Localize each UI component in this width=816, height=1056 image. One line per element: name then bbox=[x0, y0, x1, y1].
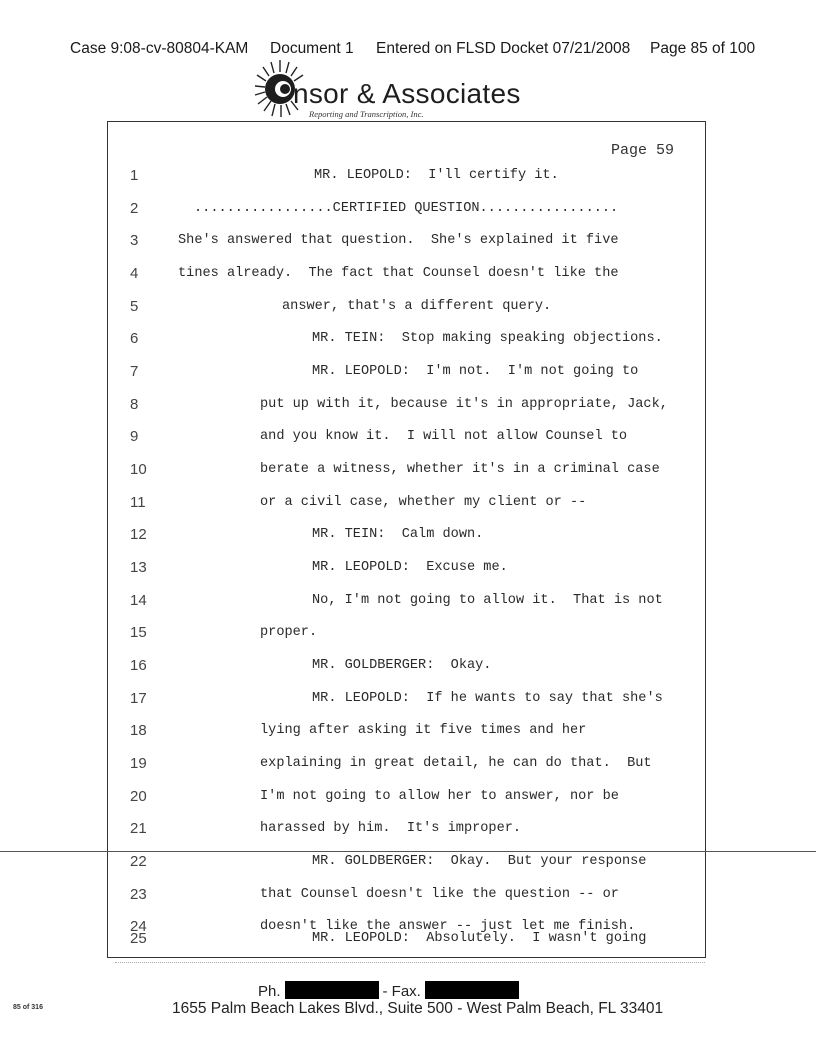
line-text: and you know it. I will not allow Counsel to bbox=[260, 429, 628, 444]
line-number: 14 bbox=[130, 592, 147, 609]
line-number: 24 bbox=[130, 918, 147, 935]
line-text: harassed by him. It's improper. bbox=[260, 821, 522, 836]
line-number: 19 bbox=[130, 755, 147, 772]
line-number: 17 bbox=[130, 690, 147, 707]
fax-label: - Fax. bbox=[382, 983, 421, 1000]
line-number: 8 bbox=[130, 396, 139, 413]
case-number: Case 9:08-cv-80804-KAM bbox=[70, 40, 249, 57]
line-text: answer, that's a different query. bbox=[282, 299, 552, 314]
line-number: 22 bbox=[130, 853, 147, 870]
line-number: 18 bbox=[130, 722, 147, 739]
footer-address: 1655 Palm Beach Lakes Blvd., Suite 500 - West Palm Beach, FL 33401 bbox=[172, 1000, 664, 1017]
line-text: MR. TEIN: Stop making speaking objections. bbox=[312, 331, 663, 346]
transcript-line bbox=[130, 755, 700, 780]
filing-page-number: Page 85 of 100 bbox=[650, 40, 756, 57]
scan-border-line bbox=[115, 962, 705, 963]
document-number: Document 1 bbox=[270, 40, 354, 57]
transcript-line bbox=[130, 200, 700, 225]
transcript-line bbox=[130, 690, 700, 715]
line-text: MR. LEOPOLD: Absolutely. I wasn't going bbox=[312, 931, 647, 946]
line-number: 9 bbox=[130, 428, 139, 445]
line-number: 11 bbox=[130, 494, 146, 511]
line-number: 7 bbox=[130, 363, 139, 380]
transcript-line bbox=[130, 494, 700, 519]
transcript-line bbox=[130, 929, 700, 954]
line-text: .................CERTIFIED QUESTION................. bbox=[194, 201, 619, 216]
line-number: 5 bbox=[130, 298, 139, 315]
line-text: MR. GOLDBERGER: Okay. But your response bbox=[312, 854, 647, 869]
transcript-line bbox=[130, 363, 700, 388]
transcript-line bbox=[130, 167, 700, 192]
line-text: MR. LEOPOLD: Excuse me. bbox=[312, 560, 508, 575]
phone-label: Ph. bbox=[258, 983, 281, 1000]
reporter-logo bbox=[253, 58, 553, 122]
line-text: or a civil case, whether my client or -- bbox=[260, 495, 587, 510]
line-number: 21 bbox=[130, 820, 147, 837]
line-number: 3 bbox=[130, 232, 139, 249]
transcript-line bbox=[130, 461, 700, 486]
redacted-fax bbox=[425, 981, 519, 999]
transcript-line bbox=[130, 298, 700, 323]
line-number: 2 bbox=[130, 200, 139, 217]
line-text: put up with it, because it's in appropriate, Jack, bbox=[260, 397, 668, 412]
transcript-line bbox=[130, 428, 700, 453]
line-number: 15 bbox=[130, 624, 147, 641]
transcript-line bbox=[130, 330, 700, 355]
line-number: 13 bbox=[130, 559, 147, 576]
line-text: berate a witness, whether it's in a criminal case bbox=[260, 462, 660, 477]
line-number: 16 bbox=[130, 657, 147, 674]
transcript-line bbox=[130, 788, 700, 813]
transcript-line bbox=[130, 526, 700, 551]
docket-entry: Entered on FLSD Docket 07/21/2008 bbox=[376, 40, 631, 57]
redacted-phone bbox=[285, 981, 379, 999]
transcript-line bbox=[130, 722, 700, 747]
transcript-line bbox=[130, 559, 700, 584]
line-text: tines already. The fact that Counsel doesn't like the bbox=[178, 266, 619, 281]
line-text: that Counsel doesn't like the question -- or bbox=[260, 887, 619, 902]
transcript-line bbox=[130, 592, 700, 617]
line-number: 23 bbox=[130, 886, 147, 903]
line-text: MR. LEOPOLD: I'll certify it. bbox=[314, 168, 559, 183]
line-number: 6 bbox=[130, 330, 139, 347]
transcript-line bbox=[130, 232, 700, 257]
transcript-line bbox=[130, 624, 700, 649]
transcript-line bbox=[130, 396, 700, 421]
transcript-line bbox=[130, 657, 700, 682]
line-number: 12 bbox=[130, 526, 147, 543]
transcript-page-label: Page 59 bbox=[611, 142, 675, 159]
transcript-line bbox=[130, 820, 700, 845]
line-text: MR. GOLDBERGER: Okay. bbox=[312, 658, 492, 673]
line-text: MR. LEOPOLD: I'm not. I'm not going to bbox=[312, 364, 639, 379]
company-name: nsor & Associates bbox=[293, 78, 521, 109]
line-number: 1 bbox=[130, 167, 139, 184]
footer-contact bbox=[258, 981, 523, 1000]
line-text: I'm not going to allow her to answer, nor be bbox=[260, 789, 619, 804]
line-number: 25 bbox=[130, 930, 147, 947]
scan-artifact-line bbox=[0, 851, 816, 852]
transcript-line bbox=[130, 265, 700, 290]
transcript-line bbox=[130, 853, 700, 878]
line-number: 4 bbox=[130, 265, 139, 282]
line-text: lying after asking it five times and her bbox=[260, 723, 587, 738]
line-text: MR. TEIN: Calm down. bbox=[312, 527, 484, 542]
bates-page-count: 85 of 316 bbox=[13, 1004, 43, 1011]
line-text: doesn't like the answer -- just let me finish. bbox=[260, 919, 636, 934]
line-text: explaining in great detail, he can do that. But bbox=[260, 756, 652, 771]
line-text: MR. LEOPOLD: If he wants to say that she's bbox=[312, 691, 663, 706]
line-text: She's answered that question. She's explained it five bbox=[178, 233, 619, 248]
transcript-line bbox=[130, 886, 700, 911]
line-number: 20 bbox=[130, 788, 147, 805]
line-text: No, I'm not going to allow it. That is not bbox=[312, 593, 663, 608]
line-number: 10 bbox=[130, 461, 147, 478]
company-subtitle: Reporting and Transcription, Inc. bbox=[309, 109, 424, 119]
line-text: proper. bbox=[260, 625, 318, 640]
